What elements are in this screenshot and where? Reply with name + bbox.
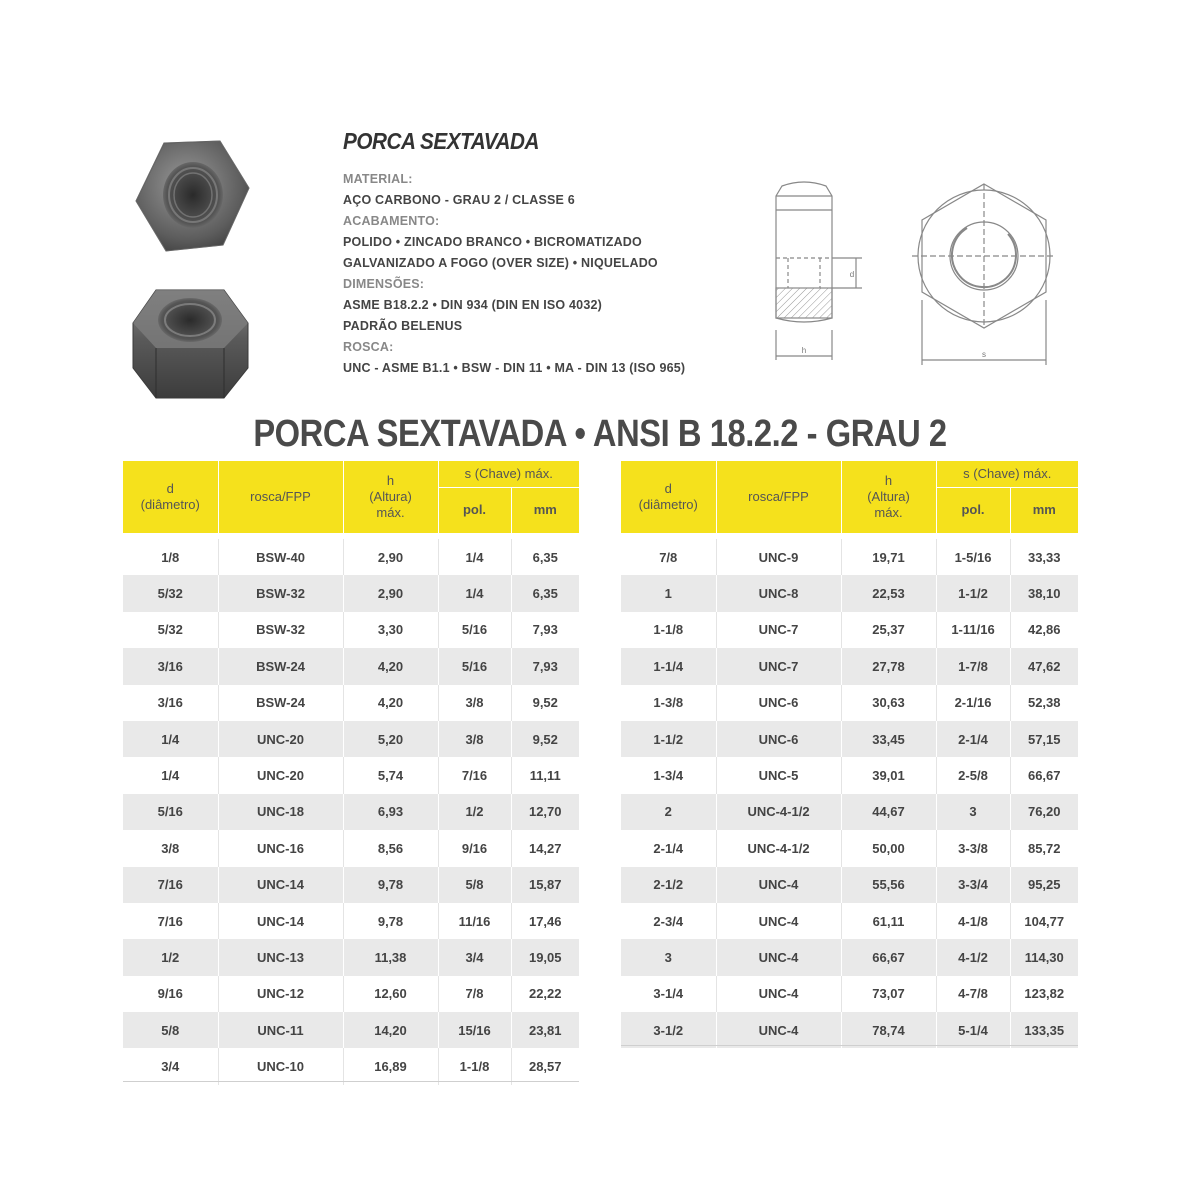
cell-diameter: 7/8	[621, 539, 716, 575]
right-table-body	[621, 533, 1078, 1048]
cell-key-pol: 15/16	[438, 1012, 511, 1048]
cell-key-pol: 11/16	[438, 903, 511, 939]
cell-height: 33,45	[841, 721, 936, 757]
cell-key-pol: 4-7/8	[936, 976, 1010, 1012]
table-row	[621, 685, 1078, 721]
cell-key-mm: 114,30	[1010, 939, 1078, 975]
cell-thread: UNC-16	[218, 830, 343, 866]
header-d: d	[166, 481, 174, 496]
cell-diameter: 7/16	[123, 867, 218, 903]
header-h: h	[386, 473, 395, 488]
cell-thread: UNC-10	[218, 1048, 343, 1084]
table-row	[621, 939, 1078, 975]
cell-key-pol: 3-3/8	[936, 830, 1010, 866]
cell-height: 30,63	[841, 685, 936, 721]
cell-height: 12,60	[343, 976, 438, 1012]
cell-key-pol: 4-1/8	[936, 903, 1010, 939]
cell-height: 5,20	[343, 721, 438, 757]
cell-key-pol: 3-3/4	[936, 867, 1010, 903]
table-row	[123, 830, 579, 866]
cell-key-mm: 95,25	[1010, 867, 1078, 903]
cell-diameter: 5/32	[123, 575, 218, 611]
side-label-h: h	[801, 346, 807, 355]
cell-key-mm: 12,70	[511, 794, 579, 830]
thread-value: UNC - ASME B1.1 • BSW - DIN 11 • MA - DIN 13 (ISO 965)	[343, 361, 686, 375]
cell-height: 44,67	[841, 794, 936, 830]
spec-block	[343, 128, 763, 379]
table-row	[621, 757, 1078, 793]
header-key-pol: pol.	[438, 487, 511, 533]
table-row	[123, 685, 579, 721]
cell-thread: UNC-4-1/2	[716, 794, 841, 830]
cell-key-mm: 123,82	[1010, 976, 1078, 1012]
cell-thread: UNC-5	[716, 757, 841, 793]
cell-height: 39,01	[841, 757, 936, 793]
table-row	[621, 612, 1078, 648]
header-diameter	[621, 461, 716, 533]
table-row	[123, 757, 579, 793]
table-row	[123, 575, 579, 611]
cell-key-mm: 33,33	[1010, 539, 1078, 575]
cell-thread: UNC-4	[716, 1012, 841, 1048]
left-table-body	[123, 533, 579, 1085]
cell-height: 22,53	[841, 575, 936, 611]
header-key-mm: mm	[511, 487, 579, 533]
dimension-table-right	[621, 461, 1078, 1048]
table-row	[123, 794, 579, 830]
cell-key-mm: 7,93	[511, 648, 579, 684]
cell-thread: UNC-14	[218, 867, 343, 903]
hex-nut-photo-bottom	[128, 278, 253, 403]
finish-line-2: GALVANIZADO A FOGO (OVER SIZE) • NIQUELADO	[343, 256, 658, 270]
cell-diameter: 1-3/4	[621, 757, 716, 793]
cell-thread: BSW-24	[218, 648, 343, 684]
cell-diameter: 9/16	[123, 976, 218, 1012]
header-d: d	[664, 481, 672, 496]
header-height-label: (Altura)	[369, 489, 412, 504]
cell-key-mm: 14,27	[511, 830, 579, 866]
hex-nut-photo-top	[128, 133, 253, 258]
cell-key-pol: 2-5/8	[936, 757, 1010, 793]
cell-key-pol: 1/2	[438, 794, 511, 830]
cell-height: 9,78	[343, 867, 438, 903]
finish-label: ACABAMENTO:	[343, 214, 440, 228]
cell-key-mm: 47,62	[1010, 648, 1078, 684]
cell-diameter: 3	[621, 939, 716, 975]
dimensions-label: DIMENSÕES:	[343, 277, 425, 291]
table-row	[123, 539, 579, 575]
cell-key-pol: 1-1/2	[936, 575, 1010, 611]
cell-height: 25,37	[841, 612, 936, 648]
cell-key-pol: 1-11/16	[936, 612, 1010, 648]
cell-diameter: 2-3/4	[621, 903, 716, 939]
cell-diameter: 3/8	[123, 830, 218, 866]
cell-thread: UNC-4	[716, 976, 841, 1012]
cell-key-mm: 38,10	[1010, 575, 1078, 611]
cell-key-pol: 5-1/4	[936, 1012, 1010, 1048]
cell-key-mm: 15,87	[511, 867, 579, 903]
cell-key-pol: 3/8	[438, 721, 511, 757]
table-row	[621, 1012, 1078, 1048]
cell-diameter: 1-3/8	[621, 685, 716, 721]
cell-thread: BSW-24	[218, 685, 343, 721]
cell-thread: UNC-8	[716, 575, 841, 611]
cell-height: 27,78	[841, 648, 936, 684]
table-row	[621, 721, 1078, 757]
table-row	[621, 976, 1078, 1012]
cell-diameter: 2	[621, 794, 716, 830]
header-key-group: s (Chave) máx.	[438, 461, 579, 487]
side-label-d: d	[849, 270, 855, 279]
dimensions-line-1: ASME B18.2.2 • DIN 934 (DIN EN ISO 4032)	[343, 298, 602, 312]
cell-height: 19,71	[841, 539, 936, 575]
right-table-bottom-rule	[621, 1045, 1078, 1046]
dimensions-line-2: PADRÃO BELENUS	[343, 319, 463, 333]
cell-key-mm: 23,81	[511, 1012, 579, 1048]
material-label: MATERIAL:	[343, 172, 413, 186]
cell-diameter: 1/8	[123, 539, 218, 575]
header-height-max: máx.	[874, 505, 903, 520]
cell-thread: BSW-32	[218, 575, 343, 611]
cell-height: 73,07	[841, 976, 936, 1012]
header-diameter-label: (diâmetro)	[638, 497, 698, 512]
cell-thread: UNC-20	[218, 757, 343, 793]
cell-key-mm: 9,52	[511, 721, 579, 757]
cell-key-pol: 3/4	[438, 939, 511, 975]
cell-diameter: 1-1/8	[621, 612, 716, 648]
cell-height: 55,56	[841, 867, 936, 903]
cell-diameter: 1-1/2	[621, 721, 716, 757]
cell-diameter: 3-1/2	[621, 1012, 716, 1048]
table-row	[621, 867, 1078, 903]
cell-thread: UNC-14	[218, 903, 343, 939]
cell-height: 66,67	[841, 939, 936, 975]
header-thread: rosca/FPP	[716, 461, 841, 533]
cell-key-pol: 1-1/8	[438, 1048, 511, 1084]
cell-height: 14,20	[343, 1012, 438, 1048]
cell-thread: UNC-7	[716, 612, 841, 648]
cell-thread: BSW-32	[218, 612, 343, 648]
cell-diameter: 5/32	[123, 612, 218, 648]
cell-diameter: 2-1/2	[621, 867, 716, 903]
table-row	[123, 867, 579, 903]
table-row	[621, 648, 1078, 684]
cell-height: 50,00	[841, 830, 936, 866]
dimension-table-left	[123, 461, 579, 1085]
cell-key-pol: 5/8	[438, 867, 511, 903]
finish-line-1: POLIDO • ZINCADO BRANCO • BICROMATIZADO	[343, 235, 642, 249]
table-row	[621, 794, 1078, 830]
cell-key-pol: 5/16	[438, 648, 511, 684]
cell-height: 16,89	[343, 1048, 438, 1084]
cell-diameter: 3-1/4	[621, 976, 716, 1012]
cell-key-pol: 1-7/8	[936, 648, 1010, 684]
header-height	[841, 461, 936, 533]
cell-thread: UNC-13	[218, 939, 343, 975]
material-value: AÇO CARBONO - GRAU 2 / CLASSE 6	[343, 193, 575, 207]
cell-key-mm: 6,35	[511, 575, 579, 611]
table-row	[621, 903, 1078, 939]
table-row	[123, 976, 579, 1012]
cell-thread: UNC-4	[716, 867, 841, 903]
header-diameter-label: (diâmetro)	[140, 497, 200, 512]
header-diameter	[123, 461, 218, 533]
cell-diameter: 5/8	[123, 1012, 218, 1048]
cell-thread: UNC-6	[716, 721, 841, 757]
cell-diameter: 1-1/4	[621, 648, 716, 684]
cell-key-pol: 5/16	[438, 612, 511, 648]
cell-height: 4,20	[343, 685, 438, 721]
cell-thread: UNC-4-1/2	[716, 830, 841, 866]
cell-key-mm: 7,93	[511, 612, 579, 648]
cell-thread: UNC-7	[716, 648, 841, 684]
cell-diameter: 1/2	[123, 939, 218, 975]
cell-key-mm: 42,86	[1010, 612, 1078, 648]
cell-diameter: 5/16	[123, 794, 218, 830]
spec-title: PORCA SEXTAVADA	[343, 128, 540, 154]
cell-thread: UNC-20	[218, 721, 343, 757]
cell-key-pol: 1/4	[438, 539, 511, 575]
cell-key-pol: 2-1/4	[936, 721, 1010, 757]
table-row	[123, 1048, 579, 1084]
cell-key-pol: 1/4	[438, 575, 511, 611]
cell-key-mm: 22,22	[511, 976, 579, 1012]
cell-thread: UNC-9	[716, 539, 841, 575]
table-row	[123, 612, 579, 648]
cell-key-mm: 85,72	[1010, 830, 1078, 866]
cell-diameter: 3/4	[123, 1048, 218, 1084]
cell-height: 11,38	[343, 939, 438, 975]
table-row	[621, 575, 1078, 611]
front-label-s: s	[982, 350, 986, 359]
cell-thread: UNC-4	[716, 903, 841, 939]
table-row	[621, 539, 1078, 575]
cell-key-mm: 11,11	[511, 757, 579, 793]
cell-key-mm: 28,57	[511, 1048, 579, 1084]
cell-thread: UNC-11	[218, 1012, 343, 1048]
cell-key-mm: 17,46	[511, 903, 579, 939]
main-title: PORCA SEXTAVADA • ANSI B 18.2.2 - GRAU 2	[253, 413, 947, 455]
cell-height: 4,20	[343, 648, 438, 684]
cell-key-pol: 4-1/2	[936, 939, 1010, 975]
cell-diameter: 3/16	[123, 648, 218, 684]
front-view	[912, 184, 1056, 365]
cell-height: 2,90	[343, 575, 438, 611]
table-row	[123, 721, 579, 757]
cell-thread: BSW-40	[218, 539, 343, 575]
technical-drawing	[762, 170, 1062, 375]
cell-height: 61,11	[841, 903, 936, 939]
header-thread: rosca/FPP	[218, 461, 343, 533]
cell-thread: UNC-18	[218, 794, 343, 830]
cell-key-mm: 76,20	[1010, 794, 1078, 830]
cell-key-mm: 52,38	[1010, 685, 1078, 721]
cell-thread: UNC-12	[218, 976, 343, 1012]
cell-height: 2,90	[343, 539, 438, 575]
header-height-label: (Altura)	[867, 489, 910, 504]
table-row	[123, 939, 579, 975]
cell-diameter: 1/4	[123, 757, 218, 793]
cell-key-mm: 133,35	[1010, 1012, 1078, 1048]
cell-diameter: 7/16	[123, 903, 218, 939]
cell-key-mm: 57,15	[1010, 721, 1078, 757]
header-key-pol: pol.	[936, 487, 1010, 533]
cell-diameter: 2-1/4	[621, 830, 716, 866]
cell-height: 3,30	[343, 612, 438, 648]
cell-height: 9,78	[343, 903, 438, 939]
header-key-mm: mm	[1010, 487, 1078, 533]
cell-key-mm: 66,67	[1010, 757, 1078, 793]
cell-key-mm: 104,77	[1010, 903, 1078, 939]
cell-height: 8,56	[343, 830, 438, 866]
cell-height: 6,93	[343, 794, 438, 830]
thread-label: ROSCA:	[343, 340, 394, 354]
cell-key-pol: 7/16	[438, 757, 511, 793]
table-row	[123, 648, 579, 684]
cell-diameter: 1/4	[123, 721, 218, 757]
table-row	[123, 1012, 579, 1048]
header-height	[343, 461, 438, 533]
cell-diameter: 3/16	[123, 685, 218, 721]
cell-key-mm: 6,35	[511, 539, 579, 575]
header-height-max: máx.	[376, 505, 405, 520]
table-row	[123, 903, 579, 939]
cell-key-pol: 3/8	[438, 685, 511, 721]
cell-key-pol: 1-5/16	[936, 539, 1010, 575]
table-row	[621, 830, 1078, 866]
cell-key-mm: 9,52	[511, 685, 579, 721]
cell-key-pol: 2-1/16	[936, 685, 1010, 721]
cell-key-pol: 7/8	[438, 976, 511, 1012]
cell-key-pol: 9/16	[438, 830, 511, 866]
header-h: h	[884, 473, 893, 488]
cell-diameter: 1	[621, 575, 716, 611]
cell-key-pol: 3	[936, 794, 1010, 830]
cell-thread: UNC-6	[716, 685, 841, 721]
cell-height: 5,74	[343, 757, 438, 793]
header-key-group: s (Chave) máx.	[936, 461, 1078, 487]
cell-thread: UNC-4	[716, 939, 841, 975]
cell-key-mm: 19,05	[511, 939, 579, 975]
cell-height: 78,74	[841, 1012, 936, 1048]
left-table-bottom-rule	[123, 1081, 579, 1082]
